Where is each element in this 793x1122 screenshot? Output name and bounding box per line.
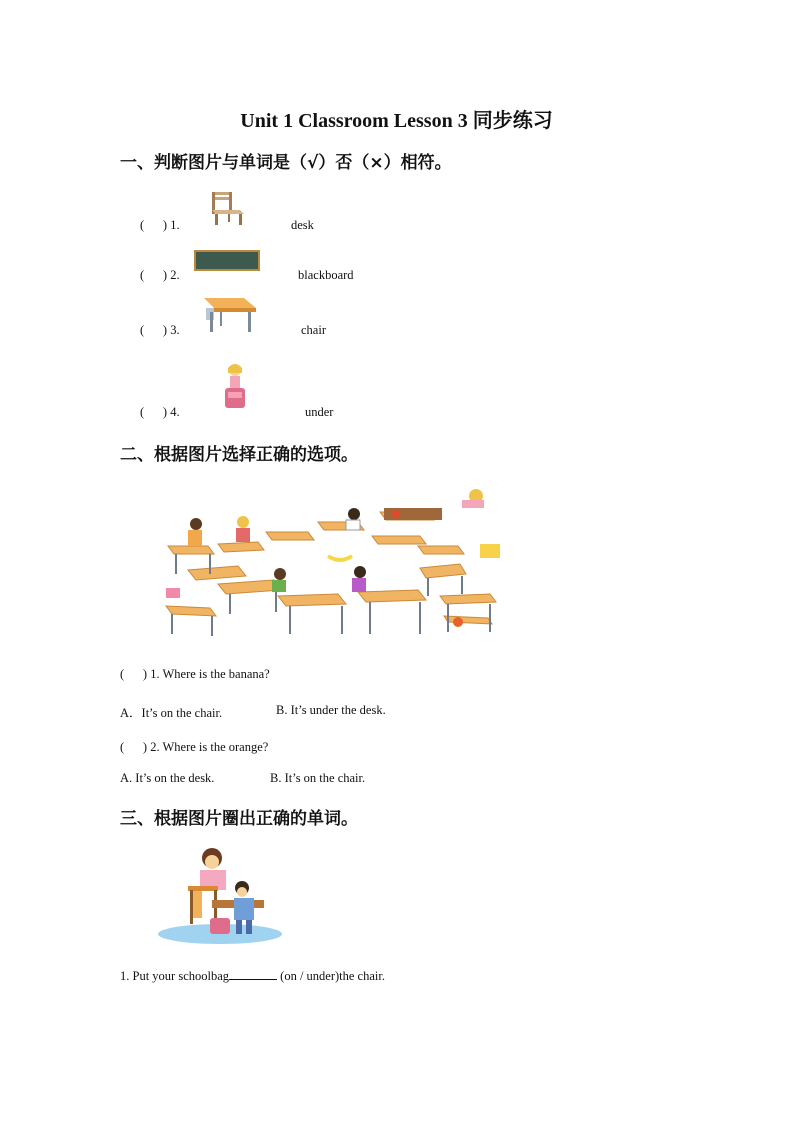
item-2-prefix: ( ) 2. xyxy=(140,268,180,282)
page-title: Unit 1 Classroom Lesson 3 同步练习 xyxy=(240,110,553,132)
question-1: ( ) 1. Where is the banana? xyxy=(120,667,270,681)
girl-with-schoolbag-icon xyxy=(220,360,250,412)
chair-icon xyxy=(206,190,248,226)
item-4-prefix: ( ) 4. xyxy=(140,405,180,419)
desk-icon xyxy=(200,294,262,334)
item-1-word: desk xyxy=(291,218,314,232)
question-1-option-b: B. It’s under the desk. xyxy=(276,703,386,717)
item-3-prefix: ( ) 3. xyxy=(140,323,180,337)
question-2-option-b: B. It’s on the chair. xyxy=(270,771,366,785)
fill-in-sentence xyxy=(120,968,385,984)
section-2-heading: 二、根据图片选择正确的选项。 xyxy=(120,445,358,465)
item-4-word: under xyxy=(305,405,334,419)
sentence-start: 1. Put your schoolbag xyxy=(120,969,230,983)
section-3-heading: 三、根据图片圈出正确的单词。 xyxy=(120,809,358,829)
messy-classroom-illustration xyxy=(158,484,520,644)
kids-with-chair-illustration xyxy=(156,842,284,946)
item-3-word: chair xyxy=(301,323,326,337)
answer-blank xyxy=(229,968,277,980)
question-2-option-a: A. It’s on the desk. xyxy=(120,771,215,785)
sentence-end: (on / under)the chair. xyxy=(277,969,385,983)
blackboard-icon xyxy=(194,250,260,271)
question-1-option-a: A．It’s on the chair. xyxy=(120,706,223,720)
section-1-heading: 一、判断图片与单词是（√）否（×）相符。 xyxy=(120,153,452,173)
question-2: ( ) 2. Where is the orange? xyxy=(120,740,269,754)
item-1-prefix: ( ) 1. xyxy=(140,218,180,232)
item-2-word: blackboard xyxy=(298,268,354,282)
